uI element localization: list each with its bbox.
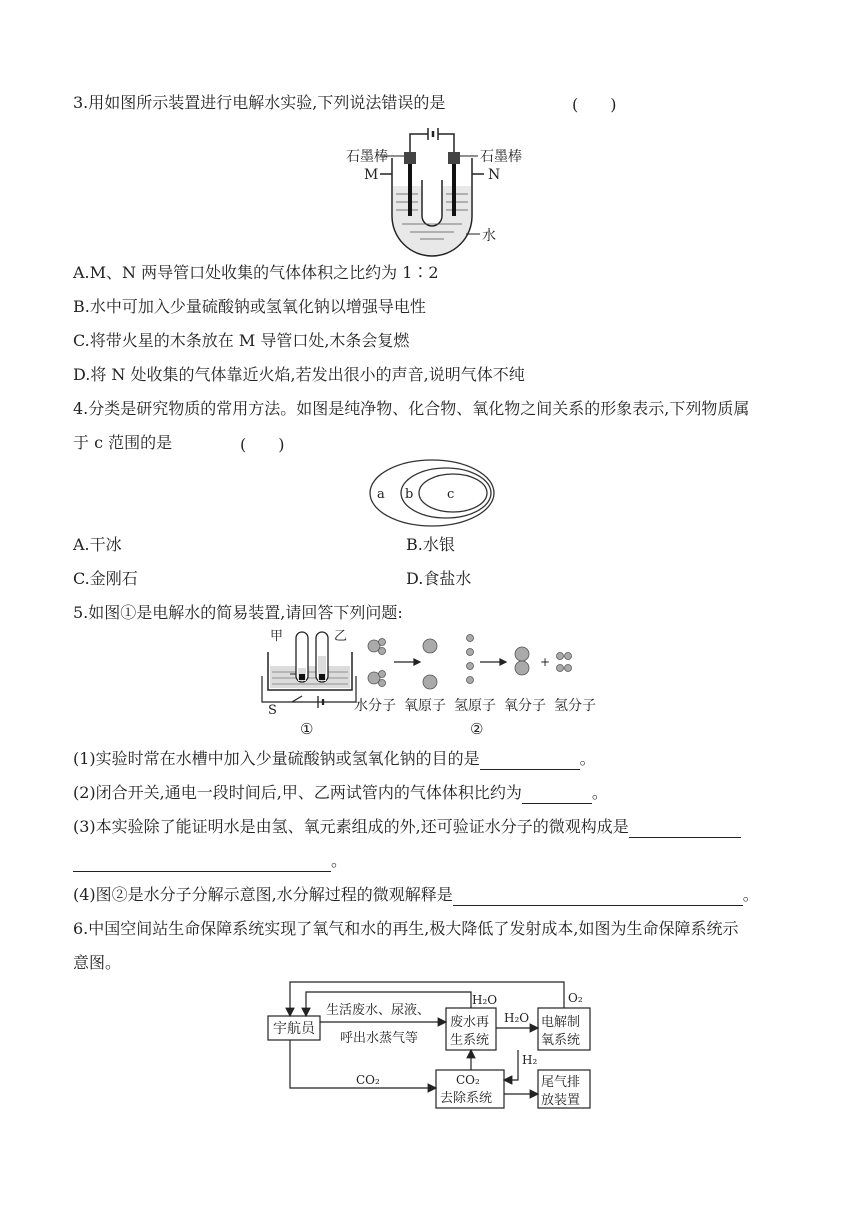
q3-right-rod-label: 石墨棒 (480, 149, 522, 165)
q3-option-d: D.将 N 处收集的气体靠近火焰,若发出很小的声音,说明气体不纯 (73, 365, 525, 384)
electrolysis-apparatus-figure (340, 124, 530, 256)
q5-figure2-label: ② (470, 720, 484, 738)
q5-sub2-end: 。 (591, 783, 608, 802)
q5-figure1-label: ① (300, 720, 314, 738)
waste-label-line1: 生活废水、尿液、 (326, 1003, 431, 1018)
q5-sub2-text: (2)闭合开关,通电一段时间后,甲、乙两试管内的气体体积比约为 (73, 783, 522, 802)
h2o-mid-label: H₂O (504, 1011, 530, 1025)
q6-stem-line1: 6.中国空间站生命保障系统实现了氧气和水的再生,极大降低了发射成本,如图为生命保障系统示 (73, 919, 739, 938)
q5-sub3-blank-1[interactable] (629, 819, 741, 838)
life-support-system-diagram (266, 976, 596, 1112)
q4-region-c: c (447, 487, 455, 502)
q5-caption-water-molecule: 水分子 (354, 698, 396, 714)
h2o-top-label: H₂O (472, 993, 498, 1007)
q5-sub1 (73, 748, 596, 770)
classification-ellipses-figure (367, 458, 497, 528)
q4-stem-line2: 于 c 范围的是 (73, 433, 173, 452)
q5-sub1-text: (1)实验时常在水槽中加入少量硫酸钠或氢氧化钠的目的是 (73, 749, 480, 768)
q4-option-a: A.干冰 (73, 535, 122, 554)
q5-tube-jia-label: 甲 (270, 629, 284, 644)
q3-water-label: 水 (482, 228, 496, 244)
q6-stem-line2: 意图。 (73, 953, 122, 972)
q5-electrolysis-figure (262, 626, 602, 738)
astronaut-node: 宇航员 (273, 1021, 315, 1037)
q3-n-label: N (488, 167, 501, 183)
electrolysis-node-line2: 氧系统 (541, 1033, 581, 1048)
q5-plus-sign: + (540, 655, 551, 669)
q4-stem-line1: 4.分类是研究物质的常用方法。如图是纯净物、化合物、氧化物之间关系的形象表示,下列物质属 (73, 399, 750, 418)
q3-answer-paren: ( ) (572, 95, 617, 114)
exhaust-node-line2: 放装置 (541, 1093, 581, 1108)
co2-removal-node-line1: CO₂ (456, 1073, 480, 1087)
q5-sub4 (73, 884, 759, 906)
q5-switch-label: S (268, 703, 277, 718)
q3-m-label: M (364, 167, 379, 183)
q5-sub4-text: (4)图②是水分子分解示意图,水分解过程的微观解释是 (73, 885, 453, 904)
o2-label: O₂ (568, 991, 583, 1005)
q5-stem: 5.如图①是电解水的简易装置,请回答下列问题: (73, 603, 403, 622)
q3-left-rod-label: 石墨棒 (346, 149, 388, 165)
q5-sub3-end: 。 (331, 851, 348, 870)
q4-option-c: C.金刚石 (73, 569, 138, 588)
exhaust-node-line1: 尾气排 (541, 1075, 581, 1090)
wastewater-node-line1: 废水再 (450, 1015, 490, 1030)
q3-option-b: B.水中可加入少量硫酸钠或氢氧化钠以增强导电性 (73, 297, 426, 316)
wastewater-node-line2: 生系统 (450, 1033, 490, 1048)
electrolysis-node-line1: 电解制 (541, 1015, 581, 1030)
q5-tube-yi-label: 乙 (334, 629, 348, 644)
q5-sub1-end: 。 (579, 749, 596, 768)
q5-sub2 (73, 782, 608, 804)
q5-sub3-blank-2[interactable] (73, 853, 331, 872)
q4-region-b: b (405, 487, 414, 502)
q5-caption-hydrogen-atom: 氢原子 (454, 698, 496, 714)
q5-sub4-end: 。 (742, 885, 759, 904)
q4-answer-paren: ( ) (240, 435, 285, 454)
q3-option-c: C.将带火星的木条放在 M 导管口处,木条会复燃 (73, 331, 410, 350)
q4-region-a: a (377, 487, 385, 502)
q4-option-d: D.食盐水 (406, 569, 472, 588)
q5-caption-hydrogen-molecule: 氢分子 (554, 698, 596, 714)
q5-caption-oxygen-molecule: 氧分子 (504, 698, 546, 714)
q5-sub3-text: (3)本实验除了能证明水是由氢、氧元素组成的外,还可验证水分子的微观构成是 (73, 817, 629, 836)
q5-sub4-blank[interactable] (453, 887, 743, 906)
q3-option-a: A.M、N 两导管口处收集的气体体积之比约为 1∶2 (73, 263, 439, 282)
h2-label: H₂ (522, 1053, 538, 1067)
q5-sub3-cont (73, 850, 347, 872)
q5-sub3 (73, 816, 741, 838)
q5-sub2-blank[interactable] (522, 785, 592, 804)
q5-caption-oxygen-atom: 氧原子 (404, 698, 446, 714)
q4-option-b: B.水银 (406, 535, 455, 554)
q5-sub1-blank[interactable] (480, 751, 580, 770)
q3-stem: 3.用如图所示装置进行电解水实验,下列说法错误的是 (73, 93, 446, 112)
co2-arrow-label: CO₂ (356, 1073, 380, 1087)
co2-removal-node-line2: 去除系统 (440, 1091, 493, 1106)
waste-label-line2: 呼出水蒸气等 (340, 1031, 419, 1046)
